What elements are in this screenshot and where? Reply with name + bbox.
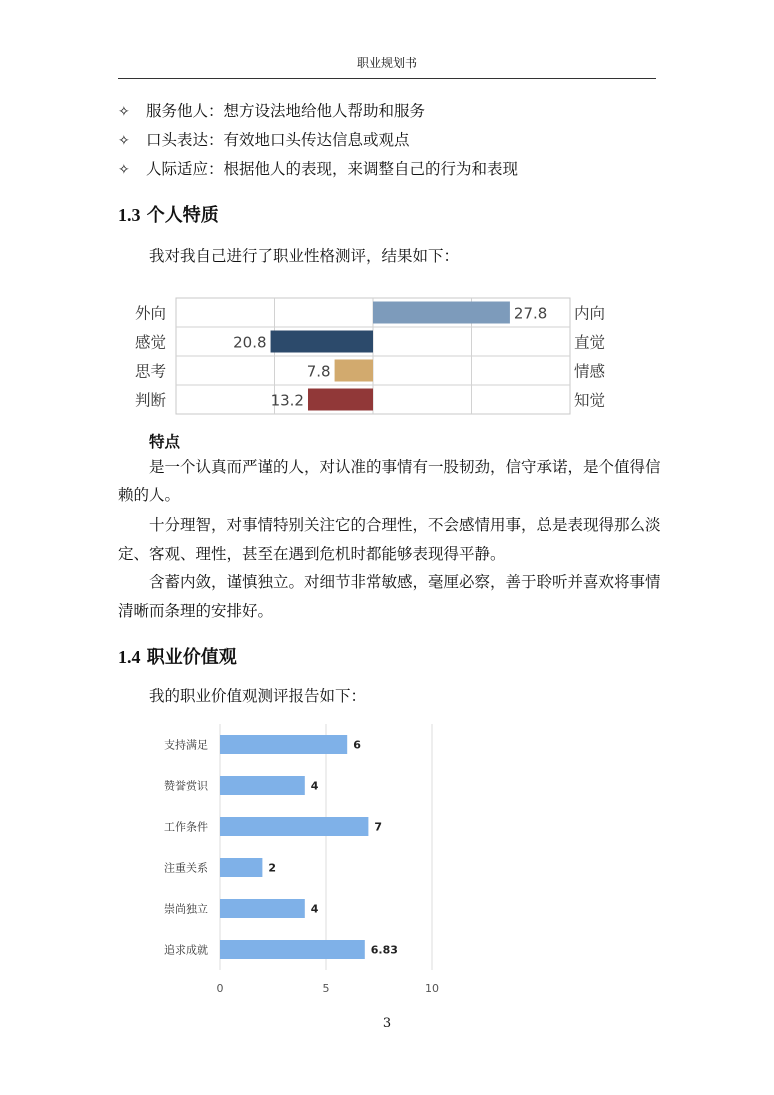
bar — [335, 360, 373, 382]
x-tick-label: 5 — [322, 982, 330, 995]
section-heading — [118, 201, 219, 227]
page-header: 职业规划书 — [356, 56, 417, 70]
bullet-item — [118, 159, 518, 180]
data-label: 7 — [374, 820, 383, 834]
values-chart — [130, 720, 440, 998]
header-divider — [118, 78, 656, 79]
data-label: 13.2 — [270, 391, 304, 410]
bullet-text: 人际适应：根据他人的表现，来调整自己的行为和表现 — [146, 160, 519, 178]
paragraph-line: 是一个认真而严谨的人，对认准的事情有一股韧劲，信守承诺，是个值得信 — [149, 458, 661, 476]
category-label: 崇尚独立 — [164, 902, 208, 916]
bar — [220, 735, 347, 754]
bullet-text: 口头表达：有效地口头传达信息或观点 — [146, 131, 410, 149]
category-label: 注重关系 — [164, 861, 208, 875]
data-label: 27.8 — [513, 304, 548, 323]
page-number: 3 — [382, 1016, 392, 1031]
category-label: 工作条件 — [164, 820, 208, 834]
data-label: 4 — [310, 779, 319, 793]
bar — [220, 899, 305, 918]
section-number: 1.4 — [118, 647, 141, 667]
star-bullet-icon: ✧ — [118, 133, 130, 149]
bar — [220, 940, 365, 959]
data-label: 7.8 — [306, 362, 331, 381]
paragraph-line: 赖的人。 — [118, 486, 181, 504]
bullet-text: 服务他人：想方设法地给他人帮助和服务 — [146, 102, 426, 120]
bar — [220, 858, 262, 877]
category-label: 赞誉赏识 — [164, 779, 208, 793]
category-label-right: 直觉 — [574, 333, 606, 352]
data-label: 6 — [353, 738, 361, 752]
section-number: 1.3 — [118, 205, 141, 225]
category-label: 追求成就 — [164, 943, 208, 957]
category-label-left: 思考 — [134, 362, 166, 381]
paragraph-line: 清晰而条理的安排好。 — [118, 602, 274, 620]
x-tick-label: 0 — [216, 982, 224, 995]
personality-chart — [118, 292, 612, 420]
paragraph-line: 十分理智，对事情特别关注它的合理性，不会感情用事，总是表现得那么淡 — [149, 516, 661, 534]
paragraph-line: 定、客观、理性，甚至在遇到危机时都能够表现得平静。 — [118, 545, 506, 563]
section-intro: 我的职业价值观测评报告如下： — [149, 687, 367, 705]
bar — [373, 302, 510, 324]
star-bullet-icon: ✧ — [118, 104, 130, 120]
data-label: 4 — [310, 902, 319, 916]
category-label-right: 情感 — [574, 362, 606, 381]
data-label: 2 — [268, 861, 277, 875]
paragraph-line: 含蓄内敛，谨慎独立。对细节非常敏感，毫厘必察，善于聆听并喜欢将事情 — [149, 573, 661, 591]
section-heading — [118, 643, 237, 669]
category-label-left: 感觉 — [134, 333, 166, 352]
bullet-item — [118, 130, 410, 151]
bar — [308, 389, 373, 411]
section-title: 个人特质 — [146, 205, 219, 226]
bullet-item — [118, 101, 425, 122]
category-label-left: 外向 — [134, 304, 166, 323]
data-label: 20.8 — [233, 333, 267, 352]
category-label-right: 知觉 — [574, 391, 606, 410]
x-tick-label: 10 — [425, 982, 439, 995]
section-intro: 我对我自己进行了职业性格测评，结果如下： — [149, 247, 460, 265]
traits-heading: 特点 — [149, 433, 181, 451]
category-label-left: 判断 — [134, 391, 166, 410]
category-label: 支持满足 — [164, 738, 208, 752]
data-label: 6.83 — [370, 943, 398, 957]
section-title: 职业价值观 — [146, 647, 237, 668]
category-label-right: 内向 — [574, 304, 606, 323]
bar — [271, 331, 373, 353]
bar — [220, 776, 305, 795]
bar — [220, 817, 368, 836]
star-bullet-icon: ✧ — [118, 162, 130, 178]
